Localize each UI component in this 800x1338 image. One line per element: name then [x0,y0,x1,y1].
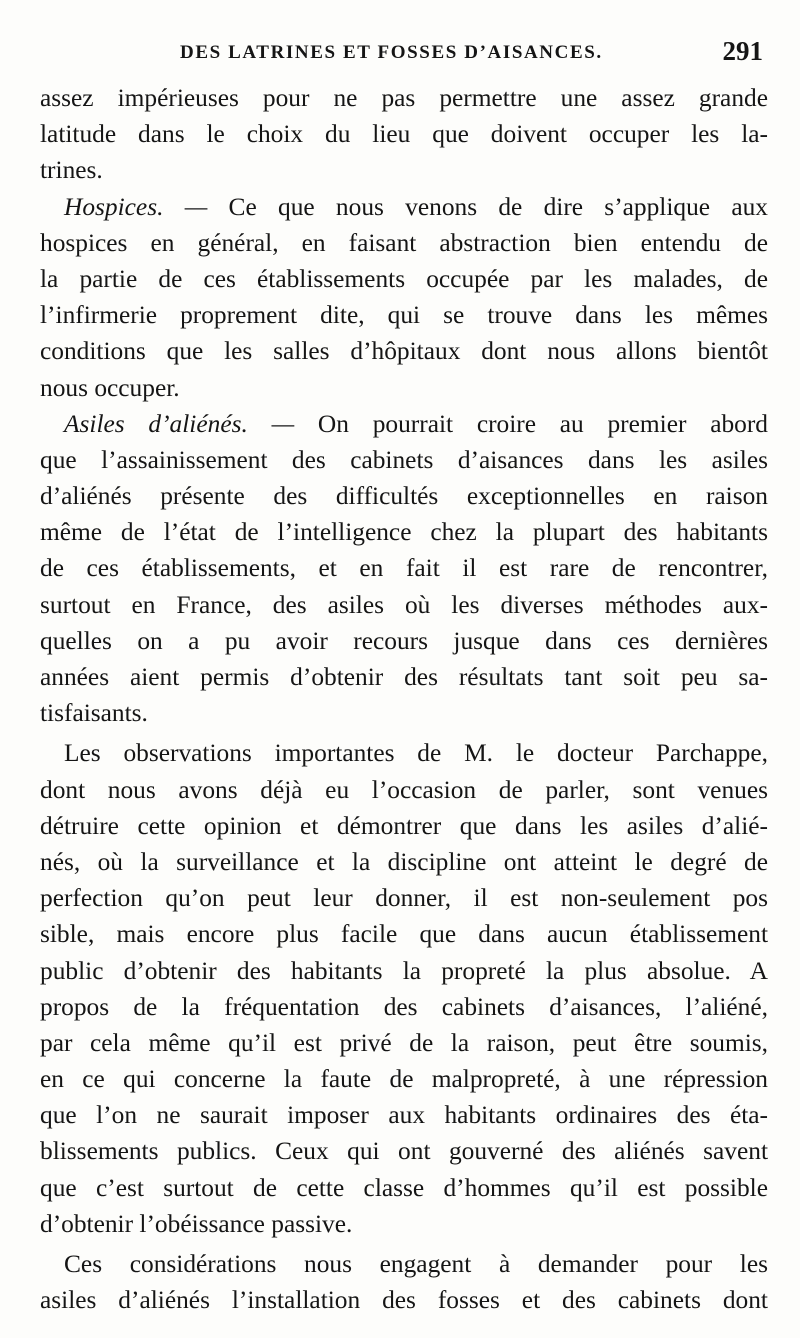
text-line: latitude dans le choix du lieu que doivent occuper les la- [40,120,768,149]
section-heading-hospices: Hospices. — [64,192,208,221]
text-line: de ces établissements, et en fait il est rare de rencontrer, [40,554,768,583]
text-line: l’infirmerie proprement dite, qui se trouve dans les mêmes [40,301,768,330]
text-line: assez impérieuses pour ne pas permettre une assez grande [40,84,768,112]
text-line: années aient permis d’obtenir des résultats tant soit peu sa- [40,663,768,691]
text-line: nous occuper. [40,373,180,402]
body-text [40,80,768,1318]
text-line: que l’on ne saurait imposer aux habitants ordinaires des éta- [40,1101,768,1130]
text-line: perfection qu’on peut leur donner, il est non-seulement pos [40,884,768,913]
text-line: surtout en France, des asiles où les diverses méthodes aux- [40,590,768,619]
text-line: asiles d’aliénés l’installation des fosses et des cabinets dont [40,1286,768,1315]
paragraph-observations [40,735,768,1242]
text-line: nés, où la surveillance et la discipline ont atteint le degré de [40,847,768,876]
text-line: blissements publics. Ceux qui ont gouverné des aliénés savent [40,1137,768,1166]
text-line: détruire cette opinion et démontrer que dans les asiles d’alié- [40,811,768,840]
paragraph-considerations [40,1246,768,1318]
text-line: même de l’état de l’intelligence chez la plupart des habitants [40,518,768,547]
text-line: Les observations importantes de M. le docteur Parchappe, [64,739,768,768]
text-line: conditions que les salles d’hôpitaux dont nous allons bientôt [40,337,768,366]
paragraph-1 [40,80,768,189]
text-line: d’obtenir l’obéissance passive. [40,1209,353,1238]
text-line: la partie de ces établissements occupée par les malades, de [40,264,768,293]
text-line: Ces considérations nous engagent à demander pour les [64,1250,768,1278]
text-fragment: On pourrait croire au premier abord [294,409,768,438]
section-heading-asiles: Asiles d’aliénés. — [64,409,295,438]
running-title: DES LATRINES ET FOSSES D’AISANCES. [180,42,603,63]
text-line: sible, mais encore plus facile que dans aucun établissement [40,920,768,949]
text-line: trines. [40,156,103,185]
text-line: dont nous avons déjà eu l’occasion de parler, sont venues [40,775,768,804]
page-number: 291 [722,36,763,66]
page-header [40,36,765,70]
text-line: que l’assainissement des cabinets d’aisances dans les asiles [40,445,768,474]
paragraph-asiles [40,406,768,732]
text-line: quelles on a pu avoir recours jusque dans ces dernières [40,626,768,655]
text-line: d’aliénés présente des difficultés exceptionnelles en raison [40,482,768,511]
text-line: en ce qui concerne la faute de malpropreté, à une répression [40,1065,768,1094]
paragraph-hospices [40,189,768,406]
text-line: hospices en général, en faisant abstraction bien entendu de [40,228,768,257]
text-line: tisfaisants. [40,699,148,728]
text-line: propos de la fréquentation des cabinets d’aisances, l’aliéné, [40,992,768,1021]
text-line [40,189,768,225]
text-line [40,406,768,442]
text-line: public d’obtenir des habitants la propreté la plus absolue. A [40,956,768,985]
text-line: par cela même qu’il est privé de la raison, peut être soumis, [40,1028,768,1057]
text-line: que c’est surtout de cette classe d’hommes qu’il est possible [40,1173,768,1202]
text-fragment: Ce que nous venons de dire s’applique aux [207,192,768,221]
